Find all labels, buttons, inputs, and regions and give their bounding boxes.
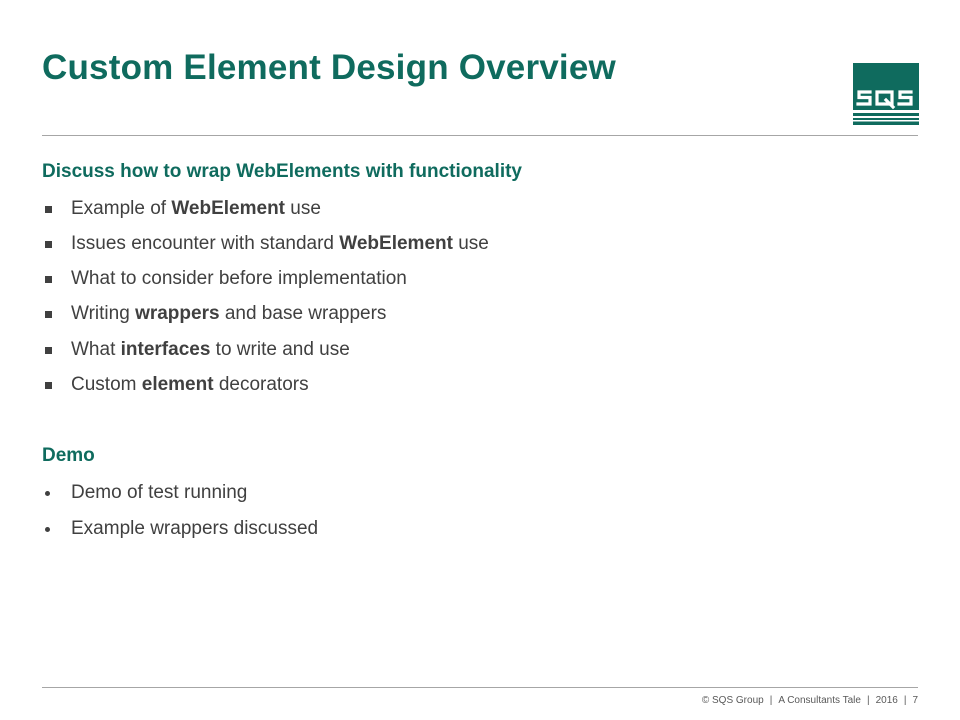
footer-year: 2016 [875,695,898,706]
section-heading-demo: Demo [42,445,95,466]
footer: © SQS Group | A Consultants Tale | 2016 | 7 [701,695,918,706]
section-heading-discuss: Discuss how to wrap WebElements with functionality [42,161,522,182]
sqs-logo [853,63,919,125]
title-divider [42,135,918,136]
footer-divider [42,687,918,688]
page-number: 7 [912,695,918,706]
footer-copyright: © SQS Group [701,695,764,706]
slide-title: Custom Element Design Overview [42,48,616,87]
footer-title: A Consultants Tale [778,695,861,706]
